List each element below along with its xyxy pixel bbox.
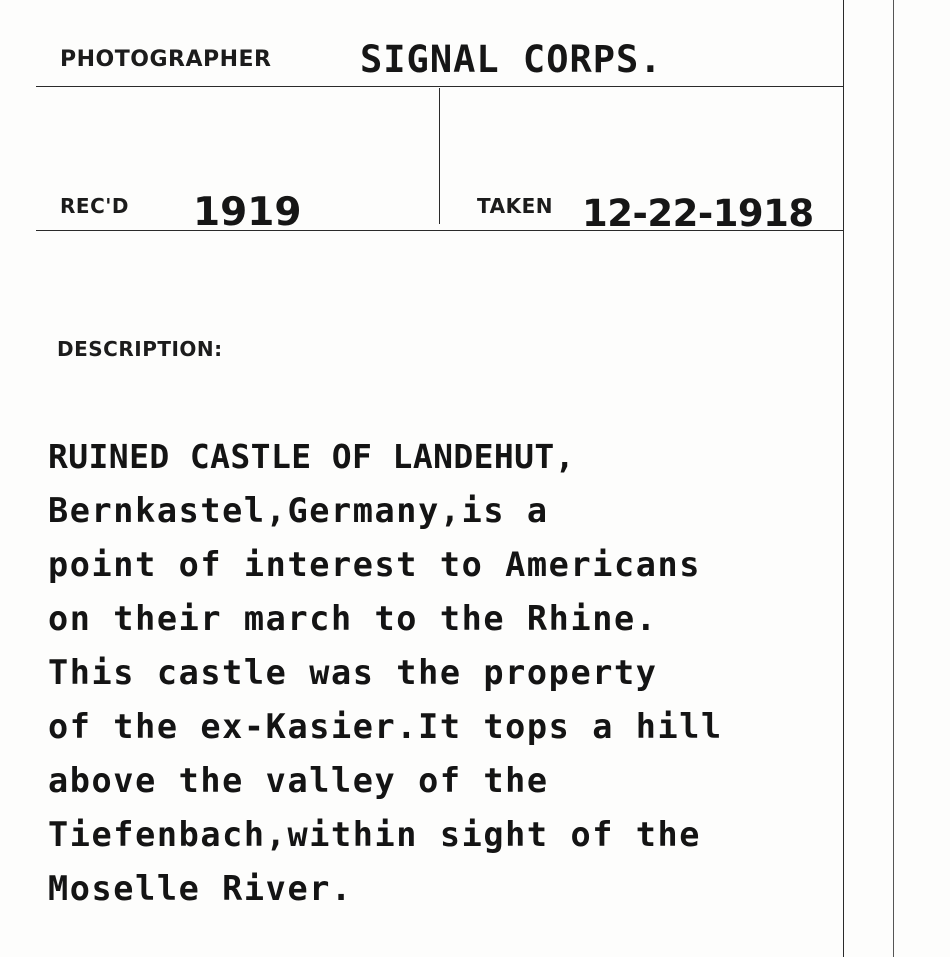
photographer-label: PHOTOGRAPHER <box>60 47 272 72</box>
recd-value: 1919 <box>193 190 302 235</box>
description-line: of the ex-Kasier.It tops a hill <box>48 707 723 746</box>
description-line: above the valley of the <box>48 761 549 800</box>
recd-label: REC'D <box>60 194 129 218</box>
photographer-underline <box>36 86 844 87</box>
description-line: RUINED CASTLE OF LANDEHUT, <box>48 437 575 476</box>
description-line: Tiefenbach,within sight of the <box>48 815 702 854</box>
taken-label: TAKEN <box>477 194 553 218</box>
description-line: point of interest to Americans <box>48 545 702 584</box>
description-label: DESCRIPTION: <box>57 337 223 361</box>
description-line: This castle was the property <box>48 653 658 692</box>
description-line: Bernkastel,Germany,is a <box>48 491 549 530</box>
photographer-value: SIGNAL CORPS. <box>360 38 663 81</box>
description-text <box>48 430 928 916</box>
description-line: on their march to the Rhine. <box>48 599 658 638</box>
taken-value: 12-22-1918 <box>582 192 814 235</box>
description-line: Moselle River. <box>48 869 353 908</box>
center-divider-line <box>439 88 440 224</box>
dates-underline <box>36 230 844 231</box>
